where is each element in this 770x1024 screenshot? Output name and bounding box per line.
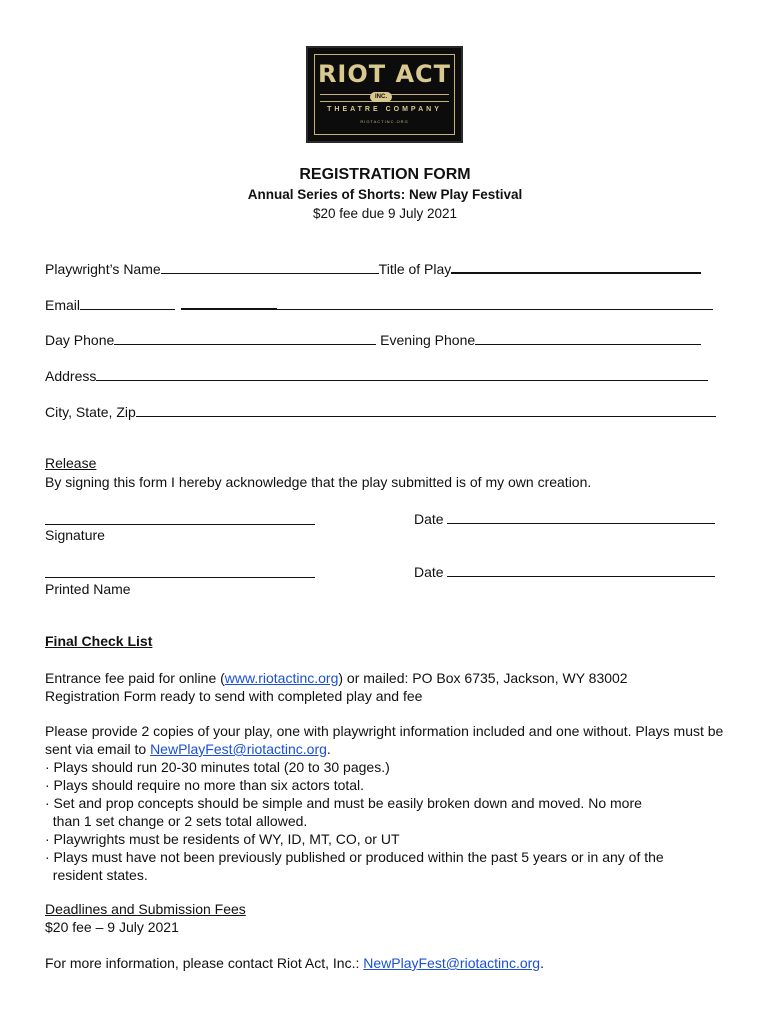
logo-subtitle: THEATRE COMPANY [327,106,442,113]
logo-url: RIOTACTINC.ORG [360,119,409,124]
checklist-registration-line: Registration Form ready to send with completed play and fee [45,688,423,704]
riotactinc-website-link[interactable]: www.riotactinc.org [224,670,339,686]
bullet-item: than 1 set change or 2 sets total allowed. [45,813,308,829]
contact-text-end: . [540,955,544,971]
riot-act-logo [306,46,463,143]
signature-date-field[interactable] [447,509,715,524]
form-subtitle: Annual Series of Shorts: New Play Festival [247,187,523,202]
form-title: REGISTRATION FORM [299,166,471,183]
city-state-zip-field[interactable] [136,402,716,417]
checklist-fee-line [45,669,628,687]
playwright-name-field[interactable] [161,259,379,274]
address-row [45,366,708,385]
bullet-item: · Plays should run 20-30 minutes total (20 to 30 pages.) [45,759,390,775]
playwright-name-label: Playwright’s Name [45,261,161,277]
bullet-item: · Plays must have not been previously published or produced within the past 5 years or in any of the [45,849,664,865]
logo-title: RIOT ACT [317,60,452,88]
day-phone-label: Day Phone [45,332,115,348]
bullet-item: · Playwrights must be residents of WY, ID, MT, CO, or UT [45,831,400,847]
evening-phone-field[interactable] [475,330,701,345]
signature-label: Signature [45,527,105,543]
email-label: Email [45,297,81,313]
email-field-part3[interactable] [277,295,713,310]
email-field-part2[interactable] [181,294,277,310]
checklist-heading: Final Check List [45,633,153,649]
phone-row [45,330,701,349]
address-label: Address [45,368,97,384]
evening-phone-label: Evening Phone [380,332,476,348]
bullet-item: · Set and prop concepts should be simple and must be easily broken down and moved. No more [45,795,642,811]
address-field[interactable] [96,366,708,381]
submission-paragraph [45,722,735,884]
submission-text-end: . [326,741,331,757]
email-field-part1[interactable] [80,295,175,310]
printed-date-row [414,562,715,581]
city-state-zip-label: City, State, Zip [45,404,136,420]
day-phone-field[interactable] [114,330,376,345]
checklist-fee-text-post: ) or mailed: PO Box 6735, Jackson, WY 83002 [338,670,628,686]
newplayfest-email-link[interactable]: NewPlayFest@riotactinc.org [150,741,327,757]
printed-date-field[interactable] [447,562,715,577]
printed-name-line[interactable] [45,577,315,578]
contact-email-link[interactable]: NewPlayFest@riotactinc.org [363,955,541,971]
contact-text: For more information, please contact Riot Act, Inc.: [45,955,364,971]
title-of-play-field[interactable] [451,258,701,274]
contact-line [45,954,544,972]
release-text: By signing this form I hereby acknowledge that the play submitted is of my own creation. [45,474,592,490]
email-row [45,294,713,314]
printed-name-label: Printed Name [45,581,131,597]
logo-inc-badge: INC. [370,92,392,102]
fee-line: $20 fee due 9 July 2021 [312,206,458,221]
playwright-title-row [45,258,701,278]
title-of-play-label: Title of Play [378,261,452,277]
bullet-item: resident states. [45,867,148,883]
bullet-item: · Plays should require no more than six actors total. [45,777,365,793]
deadlines-heading: Deadlines and Submission Fees [45,901,246,917]
signature-date-row [414,509,715,528]
signature-date-label: Date [414,511,444,527]
signature-line[interactable] [45,524,315,525]
checklist-fee-text-pre: Entrance fee paid for online ( [45,670,225,686]
printed-date-label: Date [414,564,444,580]
submission-text: Please provide 2 copies of your play, one with playwright information included and one without. Plays must be sent via email to [45,723,724,757]
city-state-zip-row [45,402,716,421]
deadline-fee: $20 fee – 9 July 2021 [45,919,179,935]
release-heading: Release [45,455,97,471]
